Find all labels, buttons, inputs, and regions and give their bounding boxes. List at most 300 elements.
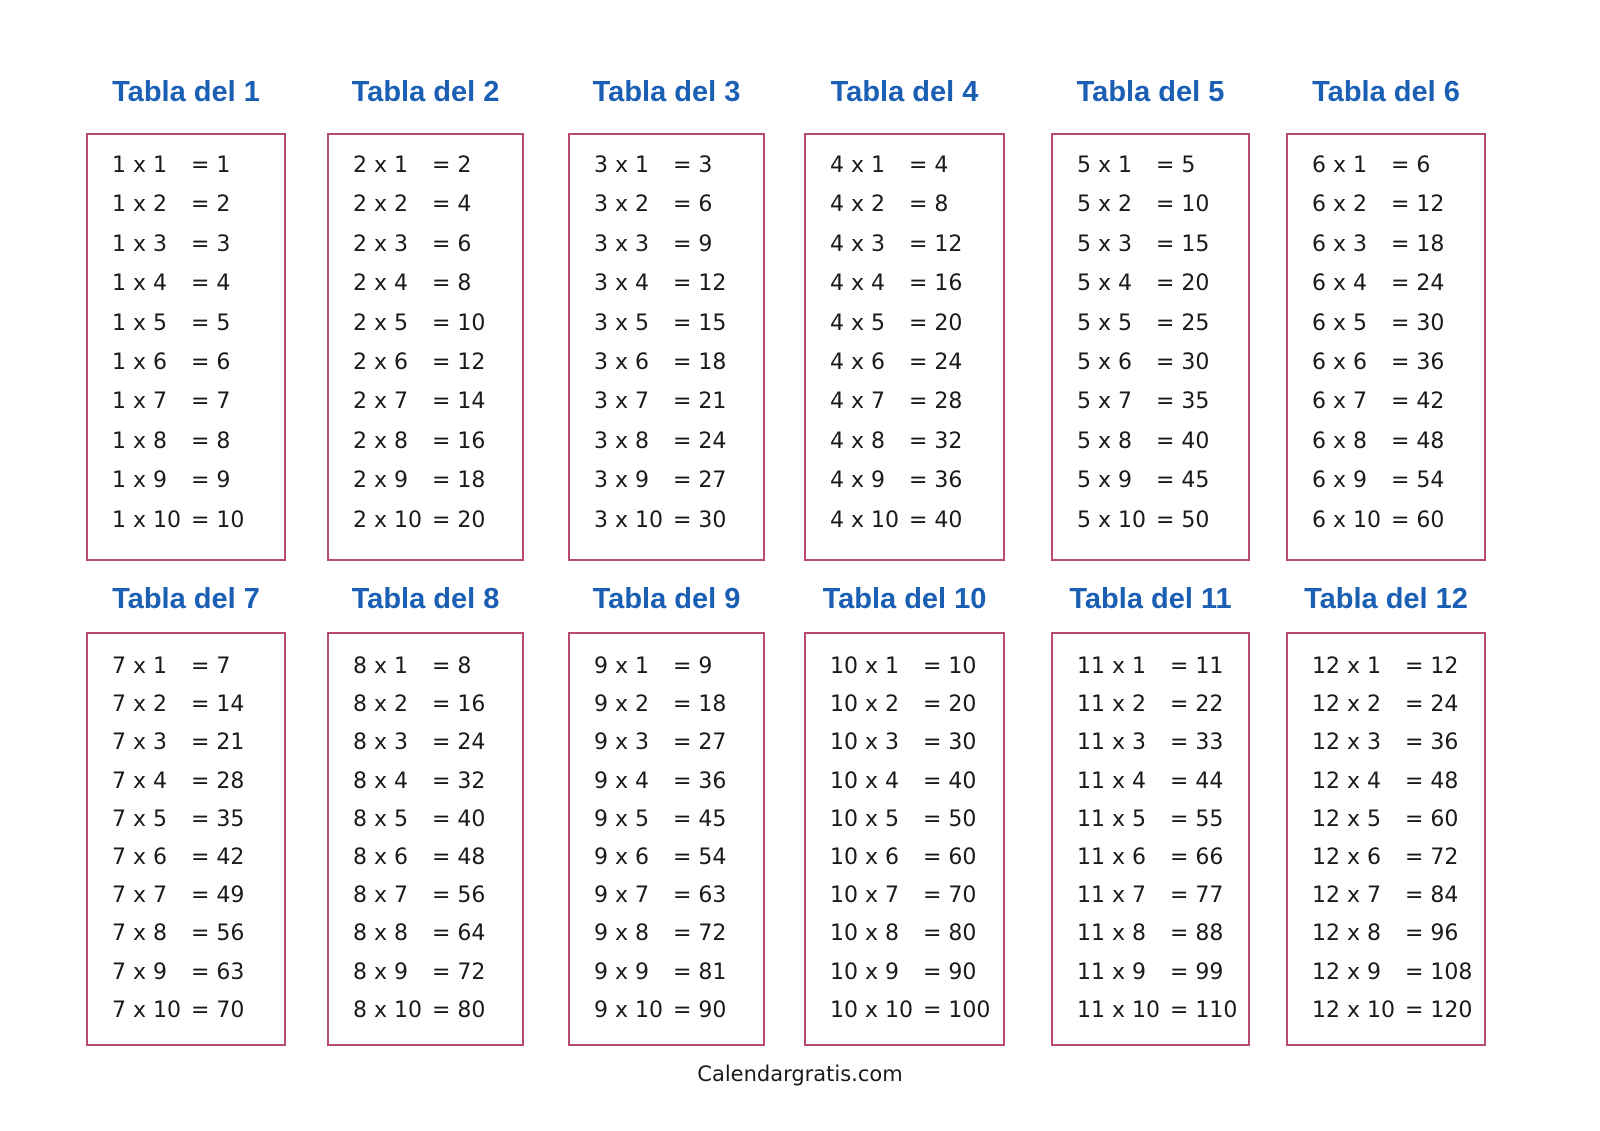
row-result: = 10 bbox=[432, 310, 486, 336]
table-row bbox=[86, 153, 286, 183]
row-expression: 9 x 1 bbox=[594, 654, 649, 679]
row-result: = 22 bbox=[1170, 692, 1224, 718]
row-result: = 28 bbox=[909, 389, 963, 415]
table-row bbox=[86, 429, 286, 459]
row-result: = 14 bbox=[191, 692, 245, 718]
row-result: = 10 bbox=[1156, 192, 1210, 218]
row-expression: 5 x 1 bbox=[1077, 153, 1132, 178]
table-row bbox=[568, 921, 765, 951]
row-result: = 80 bbox=[923, 921, 977, 947]
table-row bbox=[86, 883, 286, 913]
row-result: = 24 bbox=[1391, 271, 1445, 297]
row-expression: 4 x 9 bbox=[830, 468, 885, 494]
row-expression: 3 x 6 bbox=[594, 350, 649, 375]
row-result: = 8 bbox=[909, 192, 949, 218]
table-row bbox=[1051, 960, 1250, 990]
row-result: = 10 bbox=[191, 507, 245, 533]
row-expression: 11 x 4 bbox=[1077, 768, 1146, 794]
row-expression: 11 x 6 bbox=[1077, 845, 1146, 870]
row-result: = 63 bbox=[673, 883, 727, 909]
row-result: = 7 bbox=[191, 654, 231, 679]
row-result: = 32 bbox=[909, 428, 963, 454]
table-row bbox=[1286, 192, 1486, 222]
row-result: = 12 bbox=[909, 231, 963, 257]
table-row bbox=[327, 153, 524, 183]
row-expression: 3 x 1 bbox=[594, 153, 649, 178]
table-title: Tabla del 11 bbox=[1069, 583, 1232, 615]
row-expression: 4 x 5 bbox=[830, 310, 885, 336]
row-expression: 5 x 3 bbox=[1077, 231, 1132, 257]
row-expression: 7 x 3 bbox=[112, 730, 167, 756]
table-row bbox=[1051, 883, 1250, 913]
row-result: = 36 bbox=[1405, 730, 1459, 756]
row-result: = 35 bbox=[191, 806, 245, 832]
row-result: = 48 bbox=[1405, 768, 1459, 794]
row-expression: 1 x 6 bbox=[112, 350, 167, 375]
table-row bbox=[568, 192, 765, 222]
row-expression: 2 x 7 bbox=[353, 389, 408, 415]
row-expression: 11 x 3 bbox=[1077, 730, 1146, 756]
table-row bbox=[86, 192, 286, 222]
row-result: = 3 bbox=[673, 153, 713, 178]
table-row bbox=[1051, 468, 1250, 498]
row-expression: 2 x 8 bbox=[353, 428, 408, 454]
table-row bbox=[327, 311, 524, 341]
table-title: Tabla del 10 bbox=[822, 583, 987, 615]
row-expression: 11 x 8 bbox=[1077, 921, 1146, 947]
table-row bbox=[327, 389, 524, 419]
row-expression: 1 x 7 bbox=[112, 389, 167, 415]
row-expression: 4 x 8 bbox=[830, 428, 885, 454]
row-expression: 7 x 9 bbox=[112, 959, 167, 985]
table-row bbox=[1051, 921, 1250, 951]
row-result: = 42 bbox=[191, 845, 245, 870]
row-result: = 50 bbox=[923, 806, 977, 832]
row-result: = 66 bbox=[1170, 845, 1224, 870]
row-result: = 36 bbox=[673, 768, 727, 794]
row-result: = 24 bbox=[1405, 692, 1459, 718]
row-expression: 10 x 8 bbox=[830, 921, 899, 947]
row-expression: 9 x 3 bbox=[594, 730, 649, 756]
row-expression: 8 x 1 bbox=[353, 654, 408, 679]
row-expression: 10 x 1 bbox=[830, 654, 899, 679]
row-expression: 11 x 7 bbox=[1077, 883, 1146, 909]
row-result: = 84 bbox=[1405, 883, 1459, 909]
table-row bbox=[86, 960, 286, 990]
row-result: = 110 bbox=[1170, 997, 1238, 1023]
table-row bbox=[1286, 654, 1486, 684]
table-row bbox=[1051, 350, 1250, 380]
row-result: = 64 bbox=[432, 921, 486, 947]
table-row bbox=[1051, 998, 1250, 1028]
row-result: = 20 bbox=[923, 692, 977, 718]
table-row bbox=[86, 845, 286, 875]
row-expression: 12 x 5 bbox=[1312, 806, 1381, 832]
row-result: = 108 bbox=[1405, 959, 1473, 985]
table-row bbox=[327, 960, 524, 990]
table-row bbox=[1051, 311, 1250, 341]
table-row bbox=[804, 998, 1005, 1028]
table-row bbox=[568, 350, 765, 380]
table-row bbox=[1286, 429, 1486, 459]
row-result: = 90 bbox=[673, 997, 727, 1023]
table-row bbox=[568, 730, 765, 760]
row-result: = 72 bbox=[432, 959, 486, 985]
table-row bbox=[327, 192, 524, 222]
row-result: = 40 bbox=[1156, 428, 1210, 454]
table-row bbox=[568, 960, 765, 990]
row-expression: 6 x 7 bbox=[1312, 389, 1367, 415]
footer-site-name: Calendargratis.com bbox=[697, 1062, 903, 1086]
row-expression: 1 x 10 bbox=[112, 507, 181, 533]
row-result: = 16 bbox=[909, 271, 963, 297]
table-title: Tabla del 6 bbox=[1312, 76, 1460, 108]
row-result: = 44 bbox=[1170, 768, 1224, 794]
row-expression: 6 x 9 bbox=[1312, 468, 1367, 494]
table-row bbox=[568, 654, 765, 684]
row-expression: 9 x 6 bbox=[594, 845, 649, 870]
row-result: = 5 bbox=[1156, 153, 1196, 178]
row-expression: 3 x 4 bbox=[594, 271, 649, 297]
row-result: = 45 bbox=[1156, 468, 1210, 494]
table-row bbox=[568, 389, 765, 419]
table-row bbox=[1286, 389, 1486, 419]
row-expression: 9 x 4 bbox=[594, 768, 649, 794]
row-result: = 70 bbox=[191, 997, 245, 1023]
row-expression: 10 x 9 bbox=[830, 959, 899, 985]
table-row bbox=[86, 654, 286, 684]
row-result: = 14 bbox=[432, 389, 486, 415]
table-title: Tabla del 4 bbox=[830, 76, 979, 108]
row-expression: 6 x 8 bbox=[1312, 428, 1367, 454]
table-row bbox=[86, 692, 286, 722]
row-expression: 6 x 3 bbox=[1312, 231, 1367, 257]
table-row bbox=[1286, 153, 1486, 183]
row-result: = 30 bbox=[673, 507, 727, 533]
table-row bbox=[568, 429, 765, 459]
row-expression: 8 x 10 bbox=[353, 997, 422, 1023]
table-row bbox=[86, 232, 286, 262]
row-expression: 5 x 5 bbox=[1077, 310, 1132, 336]
row-result: = 48 bbox=[432, 845, 486, 870]
table-row bbox=[86, 769, 286, 799]
row-expression: 6 x 5 bbox=[1312, 310, 1367, 336]
table-row bbox=[86, 389, 286, 419]
row-expression: 5 x 4 bbox=[1077, 271, 1132, 297]
row-expression: 5 x 2 bbox=[1077, 192, 1132, 218]
row-result: = 45 bbox=[673, 806, 727, 832]
table-row bbox=[804, 232, 1005, 262]
table-row bbox=[804, 153, 1005, 183]
row-expression: 6 x 2 bbox=[1312, 192, 1367, 218]
row-result: = 16 bbox=[432, 692, 486, 718]
table-row bbox=[568, 692, 765, 722]
table-title: Tabla del 3 bbox=[592, 76, 741, 108]
table-row bbox=[86, 271, 286, 301]
row-result: = 40 bbox=[432, 806, 486, 832]
table-row bbox=[568, 271, 765, 301]
table-row bbox=[804, 769, 1005, 799]
table-row bbox=[804, 429, 1005, 459]
row-result: = 55 bbox=[1170, 806, 1224, 832]
row-result: = 18 bbox=[673, 350, 727, 375]
row-result: = 12 bbox=[1391, 192, 1445, 218]
table-row bbox=[804, 192, 1005, 222]
row-result: = 99 bbox=[1170, 959, 1224, 985]
row-result: = 120 bbox=[1405, 997, 1473, 1023]
table-row bbox=[86, 468, 286, 498]
table-row bbox=[1286, 769, 1486, 799]
row-expression: 9 x 9 bbox=[594, 959, 649, 985]
row-result: = 15 bbox=[1156, 231, 1210, 257]
table-row bbox=[327, 692, 524, 722]
row-expression: 8 x 3 bbox=[353, 730, 408, 756]
row-result: = 30 bbox=[1156, 350, 1210, 375]
table-row bbox=[568, 769, 765, 799]
row-result: = 21 bbox=[191, 730, 245, 756]
row-expression: 8 x 4 bbox=[353, 768, 408, 794]
table-row bbox=[804, 468, 1005, 498]
table-title: Tabla del 5 bbox=[1076, 76, 1225, 108]
row-result: = 8 bbox=[432, 271, 472, 297]
row-result: = 6 bbox=[191, 350, 231, 375]
row-result: = 7 bbox=[191, 389, 231, 415]
row-expression: 1 x 4 bbox=[112, 271, 167, 297]
row-expression: 6 x 4 bbox=[1312, 271, 1367, 297]
row-result: = 9 bbox=[673, 231, 713, 257]
row-expression: 3 x 2 bbox=[594, 192, 649, 218]
row-result: = 96 bbox=[1405, 921, 1459, 947]
row-result: = 32 bbox=[432, 768, 486, 794]
row-result: = 24 bbox=[432, 730, 486, 756]
row-expression: 7 x 1 bbox=[112, 654, 167, 679]
table-row bbox=[1286, 845, 1486, 875]
table-row bbox=[327, 232, 524, 262]
row-result: = 2 bbox=[432, 153, 472, 178]
row-result: = 88 bbox=[1170, 921, 1224, 947]
table-row bbox=[1286, 692, 1486, 722]
row-expression: 6 x 6 bbox=[1312, 350, 1367, 375]
table-row bbox=[1051, 429, 1250, 459]
table-row bbox=[327, 429, 524, 459]
table-row bbox=[1286, 807, 1486, 837]
row-expression: 7 x 8 bbox=[112, 921, 167, 947]
row-expression: 4 x 1 bbox=[830, 153, 885, 178]
row-expression: 7 x 2 bbox=[112, 692, 167, 718]
row-result: = 20 bbox=[432, 507, 486, 533]
row-result: = 12 bbox=[1405, 654, 1459, 679]
row-expression: 7 x 7 bbox=[112, 883, 167, 909]
row-result: = 36 bbox=[909, 468, 963, 494]
row-expression: 10 x 5 bbox=[830, 806, 899, 832]
row-expression: 12 x 3 bbox=[1312, 730, 1381, 756]
table-row bbox=[568, 845, 765, 875]
row-result: = 24 bbox=[673, 428, 727, 454]
table-title: Tabla del 1 bbox=[112, 76, 260, 108]
row-result: = 81 bbox=[673, 959, 727, 985]
table-row bbox=[86, 508, 286, 538]
row-result: = 16 bbox=[432, 428, 486, 454]
row-result: = 77 bbox=[1170, 883, 1224, 909]
row-expression: 4 x 4 bbox=[830, 271, 885, 297]
row-expression: 4 x 2 bbox=[830, 192, 885, 218]
table-row bbox=[327, 845, 524, 875]
row-expression: 8 x 5 bbox=[353, 806, 408, 832]
table-row bbox=[327, 508, 524, 538]
table-row bbox=[327, 350, 524, 380]
table-row bbox=[327, 730, 524, 760]
table-row bbox=[804, 654, 1005, 684]
row-expression: 2 x 3 bbox=[353, 231, 408, 257]
table-row bbox=[1286, 508, 1486, 538]
row-expression: 1 x 3 bbox=[112, 231, 167, 257]
table-row bbox=[1051, 232, 1250, 262]
row-expression: 12 x 2 bbox=[1312, 692, 1381, 718]
row-result: = 80 bbox=[432, 997, 486, 1023]
table-row bbox=[327, 998, 524, 1028]
row-expression: 9 x 5 bbox=[594, 806, 649, 832]
table-row bbox=[568, 998, 765, 1028]
row-result: = 4 bbox=[432, 192, 472, 218]
row-result: = 24 bbox=[909, 350, 963, 375]
row-expression: 7 x 10 bbox=[112, 997, 181, 1023]
row-expression: 2 x 4 bbox=[353, 271, 408, 297]
row-expression: 10 x 4 bbox=[830, 768, 899, 794]
row-expression: 4 x 7 bbox=[830, 389, 885, 415]
row-expression: 9 x 7 bbox=[594, 883, 649, 909]
table-row bbox=[804, 508, 1005, 538]
row-result: = 35 bbox=[1156, 389, 1210, 415]
row-expression: 10 x 2 bbox=[830, 692, 899, 718]
table-row bbox=[1286, 730, 1486, 760]
table-row bbox=[1051, 508, 1250, 538]
row-result: = 6 bbox=[673, 192, 713, 218]
table-row bbox=[1286, 311, 1486, 341]
row-result: = 72 bbox=[1405, 845, 1459, 870]
row-result: = 2 bbox=[191, 192, 231, 218]
table-title: Tabla del 9 bbox=[592, 583, 741, 615]
row-result: = 48 bbox=[1391, 428, 1445, 454]
row-expression: 7 x 6 bbox=[112, 845, 167, 870]
table-row bbox=[568, 311, 765, 341]
row-result: = 56 bbox=[432, 883, 486, 909]
row-result: = 50 bbox=[1156, 507, 1210, 533]
table-row bbox=[1286, 468, 1486, 498]
row-result: = 18 bbox=[432, 468, 486, 494]
table-row bbox=[1286, 350, 1486, 380]
table-row bbox=[804, 921, 1005, 951]
table-row bbox=[804, 271, 1005, 301]
row-result: = 54 bbox=[1391, 468, 1445, 494]
row-expression: 5 x 10 bbox=[1077, 507, 1146, 533]
row-expression: 5 x 7 bbox=[1077, 389, 1132, 415]
row-expression: 11 x 10 bbox=[1077, 997, 1160, 1023]
table-title: Tabla del 8 bbox=[351, 583, 500, 615]
row-expression: 8 x 9 bbox=[353, 959, 408, 985]
table-row bbox=[86, 998, 286, 1028]
row-result: = 42 bbox=[1391, 389, 1445, 415]
row-expression: 10 x 7 bbox=[830, 883, 899, 909]
row-expression: 4 x 10 bbox=[830, 507, 899, 533]
row-result: = 40 bbox=[923, 768, 977, 794]
row-expression: 8 x 2 bbox=[353, 692, 408, 718]
row-expression: 2 x 6 bbox=[353, 350, 408, 375]
table-title: Tabla del 12 bbox=[1304, 583, 1468, 615]
row-result: = 90 bbox=[923, 959, 977, 985]
row-expression: 3 x 8 bbox=[594, 428, 649, 454]
row-result: = 60 bbox=[1391, 507, 1445, 533]
row-expression: 2 x 10 bbox=[353, 507, 422, 533]
table-row bbox=[804, 730, 1005, 760]
row-expression: 4 x 3 bbox=[830, 231, 885, 257]
table-row bbox=[327, 271, 524, 301]
table-row bbox=[1051, 271, 1250, 301]
table-row bbox=[327, 654, 524, 684]
row-result: = 30 bbox=[923, 730, 977, 756]
row-expression: 12 x 6 bbox=[1312, 845, 1381, 870]
row-expression: 1 x 1 bbox=[112, 153, 167, 178]
row-result: = 100 bbox=[923, 997, 991, 1023]
row-expression: 5 x 6 bbox=[1077, 350, 1132, 375]
table-row bbox=[1051, 192, 1250, 222]
row-expression: 2 x 9 bbox=[353, 468, 408, 494]
row-expression: 2 x 1 bbox=[353, 153, 408, 178]
row-expression: 1 x 8 bbox=[112, 428, 167, 454]
table-row bbox=[1286, 921, 1486, 951]
row-expression: 11 x 1 bbox=[1077, 654, 1146, 679]
row-result: = 18 bbox=[1391, 231, 1445, 257]
row-result: = 60 bbox=[1405, 806, 1459, 832]
row-expression: 7 x 5 bbox=[112, 806, 167, 832]
table-row bbox=[1286, 998, 1486, 1028]
row-expression: 9 x 2 bbox=[594, 692, 649, 718]
row-expression: 7 x 4 bbox=[112, 768, 167, 794]
row-result: = 12 bbox=[673, 271, 727, 297]
row-result: = 40 bbox=[909, 507, 963, 533]
table-row bbox=[1051, 153, 1250, 183]
table-row bbox=[804, 807, 1005, 837]
table-row bbox=[804, 350, 1005, 380]
row-result: = 49 bbox=[191, 883, 245, 909]
table-row bbox=[804, 389, 1005, 419]
table-row bbox=[1051, 845, 1250, 875]
table-row bbox=[327, 769, 524, 799]
row-result: = 28 bbox=[191, 768, 245, 794]
table-row bbox=[1286, 883, 1486, 913]
row-result: = 4 bbox=[909, 153, 949, 178]
table-row bbox=[568, 807, 765, 837]
table-row bbox=[86, 807, 286, 837]
row-result: = 10 bbox=[923, 654, 977, 679]
row-result: = 6 bbox=[1391, 153, 1431, 178]
table-row bbox=[804, 692, 1005, 722]
row-expression: 8 x 8 bbox=[353, 921, 408, 947]
table-row bbox=[327, 468, 524, 498]
row-expression: 1 x 5 bbox=[112, 310, 167, 336]
row-result: = 11 bbox=[1170, 654, 1224, 679]
row-expression: 1 x 9 bbox=[112, 468, 167, 494]
table-row bbox=[568, 153, 765, 183]
row-result: = 20 bbox=[909, 310, 963, 336]
row-expression: 2 x 2 bbox=[353, 192, 408, 218]
table-title: Tabla del 7 bbox=[112, 583, 260, 615]
table-row bbox=[1051, 769, 1250, 799]
row-expression: 11 x 5 bbox=[1077, 806, 1146, 832]
row-result: = 60 bbox=[923, 845, 977, 870]
row-expression: 3 x 5 bbox=[594, 310, 649, 336]
row-result: = 6 bbox=[432, 231, 472, 257]
row-expression: 1 x 2 bbox=[112, 192, 167, 218]
